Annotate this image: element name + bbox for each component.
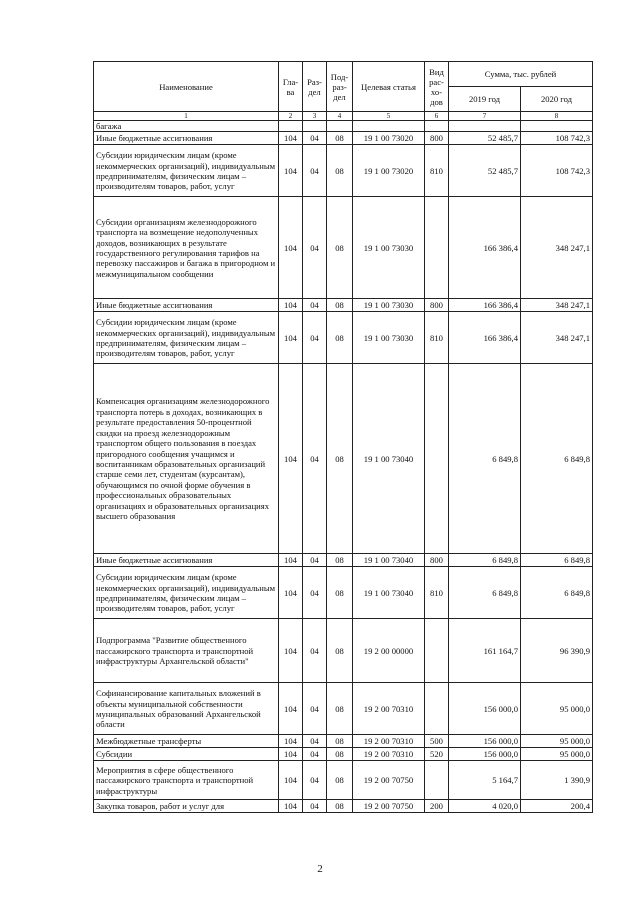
row-glava: 104 — [279, 132, 303, 145]
row-razdel: 04 — [303, 748, 327, 761]
row-glava: 104 — [279, 748, 303, 761]
header-razdel: Раз-дел — [303, 62, 327, 112]
row-razdel: 04 — [303, 132, 327, 145]
table-row — [94, 683, 593, 735]
row-sum-2020: 6 849,8 — [521, 567, 593, 619]
row-sum-2020: 108 742,3 — [521, 132, 593, 145]
row-podrazdel: 08 — [327, 132, 353, 145]
row-vid: 800 — [425, 299, 449, 312]
row-vid — [425, 683, 449, 735]
row-sum-2019: 161 164,7 — [449, 619, 521, 683]
row-razdel: 04 — [303, 197, 327, 299]
table-row — [94, 761, 593, 800]
row-vid: 800 — [425, 132, 449, 145]
row-name: Субсидии юридическим лицам (кроме некоммерческих организаций), индивидуальным предпринимателям, физическим лицам – производителям товаров, работ, услуг — [94, 145, 279, 197]
row-name: багажа — [94, 121, 279, 132]
header-year-2019: 2019 год — [449, 87, 521, 112]
row-podrazdel: 08 — [327, 748, 353, 761]
row-vid — [425, 364, 449, 554]
row-target: 19 1 00 73020 — [353, 132, 425, 145]
row-podrazdel: 08 — [327, 197, 353, 299]
row-target: 19 2 00 00000 — [353, 619, 425, 683]
row-razdel: 04 — [303, 567, 327, 619]
row-sum-2020: 348 247,1 — [521, 299, 593, 312]
row-razdel: 04 — [303, 761, 327, 800]
row-name: Субсидии юридическим лицам (кроме некоммерческих организаций), индивидуальным предпринимателям, физическим лицам – производителям товаров, работ, услуг — [94, 567, 279, 619]
table-row — [94, 197, 593, 299]
row-razdel: 04 — [303, 554, 327, 567]
row-podrazdel: 08 — [327, 619, 353, 683]
row-sum-2020: 95 000,0 — [521, 748, 593, 761]
row-target: 19 1 00 73030 — [353, 197, 425, 299]
row-sum-2020: 348 247,1 — [521, 312, 593, 364]
row-sum-2020: 108 742,3 — [521, 145, 593, 197]
row-target: 19 1 00 73040 — [353, 554, 425, 567]
row-sum-2020: 348 247,1 — [521, 197, 593, 299]
column-number: 2 — [279, 112, 303, 121]
table-row — [94, 567, 593, 619]
table-row — [94, 364, 593, 554]
header-vid: Вид рас-хо-дов — [425, 62, 449, 112]
row-podrazdel: 08 — [327, 761, 353, 800]
header-name: Наименование — [94, 62, 279, 112]
row-target: 19 1 00 73040 — [353, 567, 425, 619]
row-vid — [425, 121, 449, 132]
table-row — [94, 121, 593, 132]
row-target: 19 2 00 70750 — [353, 800, 425, 813]
header-glava: Гла-ва — [279, 62, 303, 112]
header-sum: Сумма, тыс. рублей — [449, 62, 593, 87]
table-row — [94, 554, 593, 567]
row-vid — [425, 761, 449, 800]
row-sum-2019: 156 000,0 — [449, 748, 521, 761]
column-number: 7 — [449, 112, 521, 121]
row-sum-2019: 6 849,8 — [449, 364, 521, 554]
row-sum-2020: 6 849,8 — [521, 364, 593, 554]
row-sum-2020: 96 390,9 — [521, 619, 593, 683]
row-podrazdel: 08 — [327, 554, 353, 567]
column-number: 8 — [521, 112, 593, 121]
row-sum-2019: 52 485,7 — [449, 145, 521, 197]
row-glava: 104 — [279, 299, 303, 312]
row-podrazdel: 08 — [327, 299, 353, 312]
row-glava: 104 — [279, 554, 303, 567]
row-name: Подпрограмма "Развитие общественного пассажирского транспорта и транспортной инфраструктуры Архангельской области" — [94, 619, 279, 683]
table-row — [94, 800, 593, 813]
row-target: 19 1 00 73040 — [353, 364, 425, 554]
row-target: 19 1 00 73020 — [353, 145, 425, 197]
row-razdel: 04 — [303, 619, 327, 683]
row-name: Иные бюджетные ассигнования — [94, 554, 279, 567]
row-target — [353, 121, 425, 132]
budget-table — [93, 61, 593, 813]
column-number: 3 — [303, 112, 327, 121]
row-glava: 104 — [279, 312, 303, 364]
row-name: Субсидии юридическим лицам (кроме некоммерческих организаций), индивидуальным предпринимателям, физическим лицам – производителям товаров, работ, услуг — [94, 312, 279, 364]
row-sum-2020: 95 000,0 — [521, 683, 593, 735]
row-name: Субсидии — [94, 748, 279, 761]
column-number-row — [94, 112, 593, 121]
row-target: 19 2 00 70310 — [353, 748, 425, 761]
row-name: Субсидии организациям железнодорожного транспорта на возмещение недополученных доходов, возникающих в результате государственного регулирования тарифов на перевозку пассажиров и багажа в пригородном и межмуниципальном сообщении — [94, 197, 279, 299]
row-sum-2019 — [449, 121, 521, 132]
row-podrazdel: 08 — [327, 567, 353, 619]
table-row — [94, 132, 593, 145]
row-razdel: 04 — [303, 800, 327, 813]
column-number: 1 — [94, 112, 279, 121]
row-vid: 810 — [425, 145, 449, 197]
row-glava: 104 — [279, 567, 303, 619]
row-target: 19 1 00 73030 — [353, 299, 425, 312]
header-podrazdel: Под-раз-дел — [327, 62, 353, 112]
row-glava: 104 — [279, 683, 303, 735]
row-podrazdel: 08 — [327, 312, 353, 364]
row-sum-2019: 6 849,8 — [449, 567, 521, 619]
page-number: 2 — [317, 863, 323, 875]
row-podrazdel: 08 — [327, 364, 353, 554]
column-number: 6 — [425, 112, 449, 121]
row-podrazdel: 08 — [327, 145, 353, 197]
row-sum-2019: 6 849,8 — [449, 554, 521, 567]
row-podrazdel — [327, 121, 353, 132]
row-vid: 800 — [425, 554, 449, 567]
row-sum-2020: 200,4 — [521, 800, 593, 813]
row-vid: 810 — [425, 312, 449, 364]
row-target: 19 2 00 70310 — [353, 683, 425, 735]
row-target: 19 1 00 73030 — [353, 312, 425, 364]
row-sum-2020: 95 000,0 — [521, 735, 593, 748]
row-sum-2019: 5 164,7 — [449, 761, 521, 800]
row-sum-2019: 52 485,7 — [449, 132, 521, 145]
row-glava: 104 — [279, 735, 303, 748]
row-glava: 104 — [279, 197, 303, 299]
row-sum-2020: 1 390,9 — [521, 761, 593, 800]
table-row — [94, 619, 593, 683]
column-number: 4 — [327, 112, 353, 121]
row-name: Закупка товаров, работ и услуг для — [94, 800, 279, 813]
row-glava — [279, 121, 303, 132]
row-podrazdel: 08 — [327, 683, 353, 735]
row-glava: 104 — [279, 761, 303, 800]
header-year-2020: 2020 год — [521, 87, 593, 112]
row-vid: 500 — [425, 735, 449, 748]
row-glava: 104 — [279, 145, 303, 197]
row-razdel: 04 — [303, 312, 327, 364]
row-name: Иные бюджетные ассигнования — [94, 299, 279, 312]
row-razdel: 04 — [303, 145, 327, 197]
table-row — [94, 312, 593, 364]
row-sum-2019: 166 386,4 — [449, 312, 521, 364]
row-sum-2019: 156 000,0 — [449, 683, 521, 735]
row-razdel: 04 — [303, 364, 327, 554]
row-podrazdel: 08 — [327, 735, 353, 748]
row-razdel — [303, 121, 327, 132]
row-sum-2019: 4 020,0 — [449, 800, 521, 813]
row-razdel: 04 — [303, 735, 327, 748]
row-sum-2019: 166 386,4 — [449, 299, 521, 312]
row-name: Софинансирование капитальных вложений в объекты муниципальной собственности муниципальных образований Архангельской области — [94, 683, 279, 735]
column-number: 5 — [353, 112, 425, 121]
row-name: Компенсация организациям железнодорожного транспорта потерь в доходах, возникающих в результате предоставления 50-процентной скидки на проезд железнодорожным транспортом общего пользования в поездах пригородного сообщения учащимся и воспитанникам образовательных организаций старше семи лет, студентам (курсантам), обучающимся по очной форме обучения в профессиональных образовательных организациях и образовательных организациях высшего образования — [94, 364, 279, 554]
row-target: 19 2 00 70750 — [353, 761, 425, 800]
row-vid: 200 — [425, 800, 449, 813]
row-razdel: 04 — [303, 299, 327, 312]
row-name: Межбюджетные трансферты — [94, 735, 279, 748]
table-row — [94, 748, 593, 761]
row-sum-2020: 6 849,8 — [521, 554, 593, 567]
row-glava: 104 — [279, 364, 303, 554]
row-vid: 810 — [425, 567, 449, 619]
row-target: 19 2 00 70310 — [353, 735, 425, 748]
table-row — [94, 735, 593, 748]
table-row — [94, 145, 593, 197]
row-glava: 104 — [279, 619, 303, 683]
row-vid — [425, 619, 449, 683]
row-name: Иные бюджетные ассигнования — [94, 132, 279, 145]
row-sum-2019: 156 000,0 — [449, 735, 521, 748]
row-vid: 520 — [425, 748, 449, 761]
row-razdel: 04 — [303, 683, 327, 735]
row-sum-2019: 166 386,4 — [449, 197, 521, 299]
row-glava: 104 — [279, 800, 303, 813]
row-podrazdel: 08 — [327, 800, 353, 813]
row-sum-2020 — [521, 121, 593, 132]
header-target: Целевая статья — [353, 62, 425, 112]
table-row — [94, 299, 593, 312]
row-vid — [425, 197, 449, 299]
row-name: Мероприятия в сфере общественного пассажирского транспорта и транспортной инфраструктуры — [94, 761, 279, 800]
header-row — [94, 62, 593, 87]
